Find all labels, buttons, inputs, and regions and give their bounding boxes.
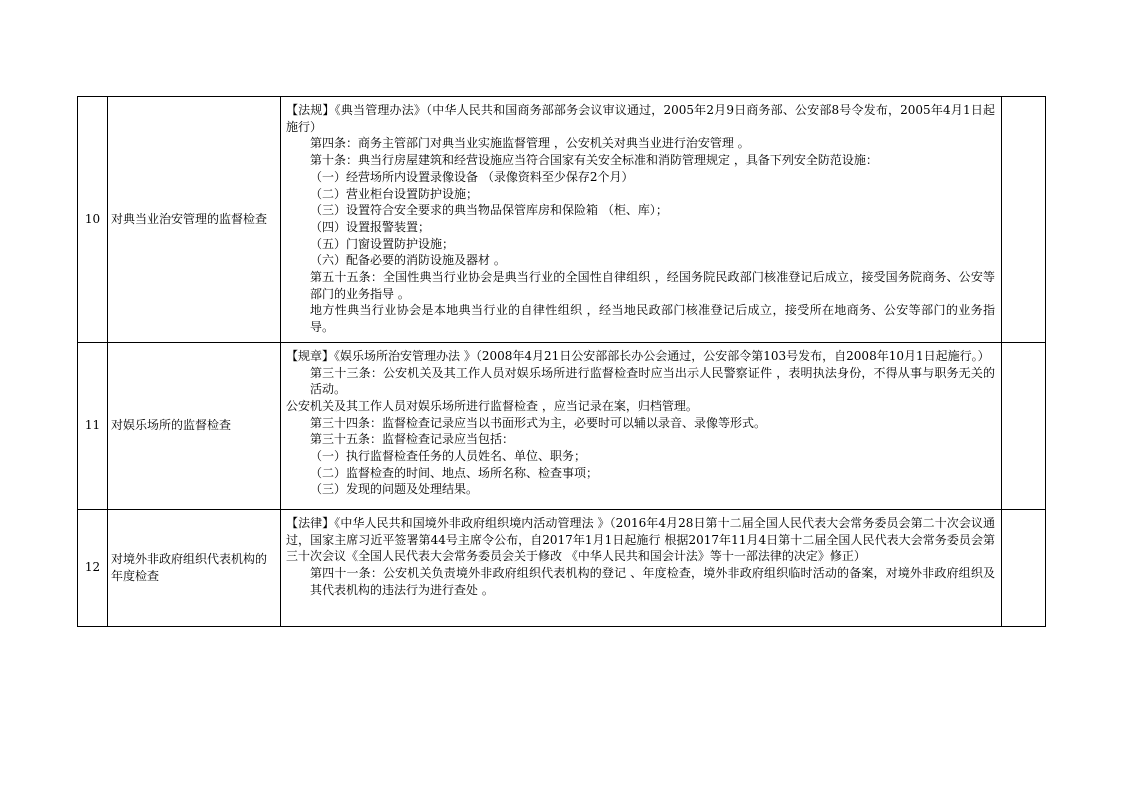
legal-basis <box>281 342 1002 509</box>
basis-paragraph: 【法规】《典当管理办法》（中华人民共和国商务部部务会议审议通过，2005年2月9日商务部、公安部8号令发布，2005年4月1日起施行） <box>286 103 995 134</box>
legal-basis <box>281 97 1002 343</box>
inspection-item: 对典当业治安管理的监督检查 <box>108 97 281 343</box>
basis-paragraph: （二）监督检查的时间、地点、场所名称、检查事项； <box>310 465 599 480</box>
basis-paragraph: 【法律】《中华人民共和国境外非政府组织境内活动管理法 》（2016年4月28日第十二届全国人民代表大会常务委员会第二十次会议通过，国家主席习近平签署第44号主席令公布，自2017年1月1日起施行 根据2017年11月4日第十二届全国人民代表大会常务委员会第三十次会议《全国人民代表大会常务委员会关于修改 《中华人民共和国会计法》等十一部法律的决定》修正） <box>286 515 995 564</box>
basis-paragraph: 地方性典当行业协会是本地典当行业的自律性组织 ，经当地民政部门核准登记后成立，接受所在地商务、公安等部门的业务指导。 <box>310 303 995 335</box>
row-number: 11 <box>78 342 108 509</box>
row-number: 12 <box>78 509 108 626</box>
table-row <box>78 342 1046 509</box>
regulations-table <box>77 96 1046 627</box>
table-row <box>78 509 1046 626</box>
remarks-cell <box>1002 342 1046 509</box>
row-number: 10 <box>78 97 108 343</box>
inspection-item: 对境外非政府组织代表机构的年度检查 <box>108 509 281 626</box>
inspection-item: 对娱乐场所的监督检查 <box>108 342 281 509</box>
remarks-cell <box>1002 97 1046 343</box>
basis-paragraph: 第三十三条：公安机关及其工作人员对娱乐场所进行监督检查时应当出示人民警察证件 ，表明执法身份，不得从事与职务无关的活动。 <box>310 365 995 397</box>
basis-paragraph: 第四十一条：公安机关负责境外非政府组织代表机构的登记 、年度检查，境外非政府组织临时活动的备案，对境外非政府组织及其代表机构的违法行为进行查处 。 <box>310 565 995 597</box>
table-row <box>78 97 1046 343</box>
basis-paragraph: （一）经营场所内设置录像设备 （录像资料至少保存2个月） <box>310 169 634 184</box>
basis-paragraph: 第五十五条：全国性典当行业协会是典当行业的全国性自律组织 ，经国务院民政部门核准登记后成立，接受国务院商务、公安等部门的业务指导 。 <box>310 270 995 301</box>
basis-paragraph: （六）配备必要的消防设施及器材 。 <box>310 253 506 268</box>
basis-paragraph: 【规章】《娱乐场所治安管理办法 》（2008年4月21日公安部部长办公会通过，公安部令第103号发布，自2008年10月1日起施行。） <box>286 348 990 363</box>
basis-paragraph: （一）执行监督检查任务的人员姓名、单位、职务； <box>310 449 587 464</box>
basis-paragraph: 第三十五条：监督检查记录应当包括： <box>310 432 515 447</box>
basis-paragraph: 公安机关及其工作人员对娱乐场所进行监督检查 ，应当记录在案，归档管理。 <box>286 398 698 413</box>
remarks-cell <box>1002 509 1046 626</box>
basis-paragraph: （二）营业柜台设置防护设施； <box>310 186 479 201</box>
basis-paragraph: （五）门窗设置防护设施； <box>310 236 455 251</box>
basis-paragraph: （三）发现的问题及处理结果。 <box>310 482 479 497</box>
basis-paragraph: 第十条：典当行房屋建筑和经营设施应当符合国家有关安全标准和消防管理规定 ，具备下列安全防范设施： <box>310 153 878 168</box>
basis-paragraph: （三）设置符合安全要求的典当物品保管库房和保险箱 （柜、库）； <box>310 203 668 218</box>
legal-basis <box>281 509 1002 626</box>
basis-paragraph: 第三十四条：监督检查记录应当以书面形式为主，必要时可以辅以录音、录像等形式。 <box>310 415 767 430</box>
basis-paragraph: （四）设置报警装置； <box>310 219 431 234</box>
basis-paragraph: 第四条：商务主管部门对典当业实施监督管理 ，公安机关对典当业进行治安管理 。 <box>310 136 750 151</box>
